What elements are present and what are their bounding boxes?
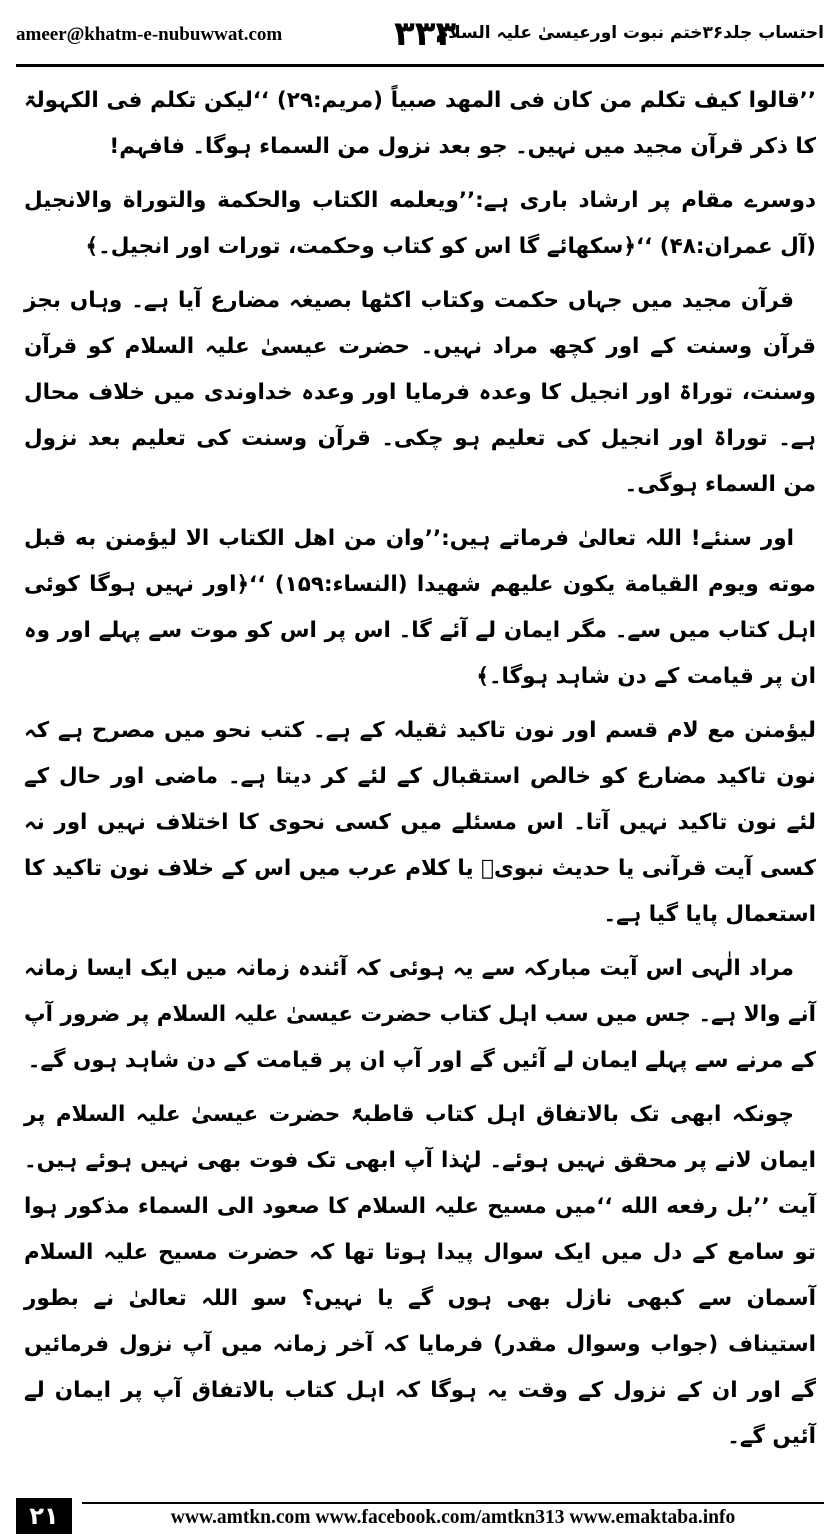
body-text	[24, 78, 816, 1460]
paragraph-3: قرآن مجید میں جہاں حکمت وکتاب اکٹھا بصیغہ مضارع آیا ہے۔ وہاں بجز قرآن وسنت کے اور کچھ مراد نہیں۔ حضرت عیسیٰ علیہ السلام کو قرآن وسنت، توراۃ اور انجیل کا وعدہ فرمایا اور وعدہ خداوندی میں خلاف محال ہے۔ توراۃ اور انجیل کی تعلیم ہو چکی۔ قرآن وسنت کی تعلیم بعد نزول من السماء ہوگی۔	[24, 288, 816, 497]
header-page-number: ۳۳۳	[394, 14, 457, 54]
paragraph-4: اور سنئے! اللہ تعالیٰ فرماتے ہیں:’’وان من اهل الکتاب الا لیؤمنن به قبل موته ویوم القیامة یکون علیهم شهیدا (النساء:۱۵۹) ‘‘﴿اور نہیں ہوگا کوئی اہل کتاب میں سے۔ مگر ایمان لے آئے گا۔ اس پر اس کو موت سے پہلے اور وہ ان پر قیامت کے دن شاہد ہوگا۔﴾	[24, 526, 816, 689]
page-header	[16, 14, 824, 64]
paragraph-7: چونکہ ابھی تک بالاتفاق اہل کتاب قاطبۃً حضرت عیسیٰ علیہ السلام پر ایمان لانے پر محقق نہیں ہوئے۔ لہٰذا آپ ابھی تک فوت بھی نہیں ہوئے ہیں۔ آیت ’’بل رفعه الله ‘‘میں مسیح علیہ السلام کا صعود الی السماء مذکور ہوا تو سامع کے دل میں ایک سوال پیدا ہوتا تھا کہ حضرت مسیح علیہ السلام آسمان سے کبھی نازل بھی ہوں گے یا نہیں؟ سو اللہ تعالیٰ نے بطور استیناف (جواب وسوال مقدر) فرمایا کہ آخر زمانہ میں آپ نزول فرمائیں گے اور ان کے نزول کے وقت یہ ہوگا کہ اہل کتاب بالاتفاق آپ پر ایمان لے آئیں گے۔	[24, 1102, 816, 1449]
paragraph-6: مراد الٰہی اس آیت مبارکہ سے یہ ہوئی کہ آئندہ زمانہ میں ایک ایسا زمانہ آنے والا ہے۔ جس میں سب اہل کتاب حضرت عیسیٰ علیہ السلام پر ضرور آپ کے مرنے سے پہلے ایمان لے آئیں گے اور آپ ان پر قیامت کے دن شاہد ہوں گے۔	[23, 956, 816, 1073]
footer-urls: www.amtkn.com www.facebook.com/amtkn313 www.emaktaba.info	[170, 1507, 736, 1528]
paragraph-1: ’’قالوا کیف تکلم من کان فی المهد صبیاً (مریم:۲۹) ‘‘لیکن تکلم فی الکہولۃ کا ذکر قرآن مجید میں نہیں۔ جو بعد نزول من السماء ہوگا۔ فافہم!	[24, 88, 816, 159]
header-divider	[16, 64, 824, 67]
footer-page-badge: ۲۱	[16, 1498, 72, 1534]
page-footer	[16, 1498, 824, 1534]
header-email: ameer@khatm-e-nubuwwat.com	[16, 24, 283, 45]
footer-divider	[82, 1502, 824, 1504]
header-title: احتساب جلد۳۶ختم نبوت اورعیسیٰ علیہ السلام	[435, 23, 824, 43]
paragraph-5: لیؤمنن مع لام قسم اور نون تاکید ثقیلہ کے ہے۔ کتب نحو میں مصرح ہے کہ نون تاکید مضارع کو خالص استقبال کے لئے کر دیتا ہے۔ ماضی اور حال کے لئے نون تاکید نہیں آتا۔ اس مسئلے میں کسی نحوی کا اختلاف نہیں اور نہ کسی آیت قرآنی یا حدیث نبویؐ یا کلام عرب میں اس کے خلاف نون تاکید کا استعمال پایا گیا ہے۔	[24, 718, 816, 927]
paragraph-2: دوسرے مقام پر ارشاد باری ہے:’’ویعلمه الکتاب والحکمة والتوراة والانجیل (آل عمران:۴۸) ‘‘﴿سکھائے گا اس کو کتاب وحکمت، تورات اور انجیل۔﴾	[24, 188, 816, 259]
